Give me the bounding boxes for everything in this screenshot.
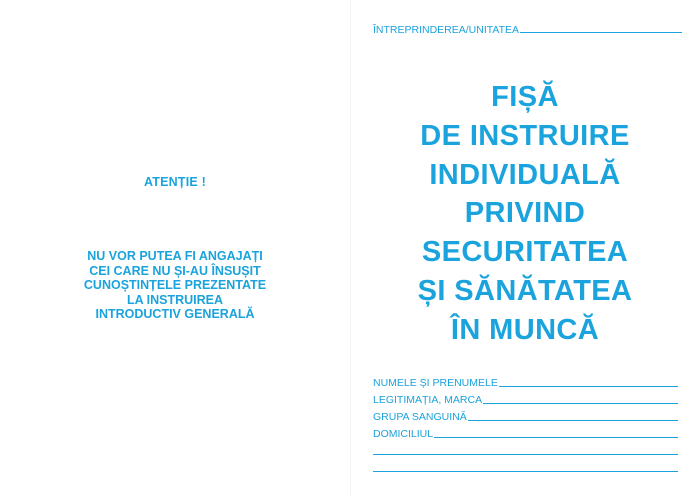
address-extra-line[interactable] (373, 440, 678, 457)
blood-group-field (373, 406, 678, 423)
warning-line: CEI CARE NU ȘI-AU ÎNSUȘIT (89, 263, 261, 278)
title-line: INDIVIDUALĂ (429, 158, 621, 191)
company-fill-line[interactable] (520, 23, 682, 33)
warning-line: NU VOR PUTEA FI ANGAJAȚI (87, 249, 263, 263)
address-field (373, 423, 678, 440)
title-line: FIȘĂ (491, 81, 559, 113)
title-line: ÎN MUNCĂ (450, 313, 600, 346)
address-label: DOMICILIUL (373, 428, 434, 440)
document-title (350, 78, 700, 350)
id-fill-line[interactable] (483, 394, 678, 404)
name-field (373, 372, 678, 389)
address-fill-line[interactable] (434, 428, 678, 438)
company-field (373, 23, 682, 36)
company-label: ÎNTREPRINDEREA/UNITATEA (373, 24, 520, 36)
warning-line: LA INSTRUIREA (126, 292, 224, 307)
name-label: NUMELE ȘI PRENUMELE (373, 377, 498, 389)
warning-text (0, 249, 350, 322)
warning-line: INTRODUCTIV GENERALĂ (95, 307, 255, 321)
id-label: LEGITIMAȚIA, MARCA (373, 394, 483, 406)
title-line: ȘI SĂNĂTATEA (417, 274, 633, 307)
blood-group-fill-line[interactable] (468, 411, 678, 421)
attention-heading: ATENȚIE ! (144, 175, 206, 189)
title-line: PRIVIND (464, 197, 586, 230)
blood-group-label: GRUPA SANGUINĂ (373, 411, 467, 423)
name-fill-line[interactable] (499, 377, 678, 387)
warning-line: CUNOȘTINȚELE PREZENTATE (83, 278, 267, 292)
title-line: DE INSTRUIRE (420, 119, 630, 152)
title-line: SECURITATEA (421, 236, 629, 269)
personal-info-form (373, 372, 678, 474)
id-field (373, 389, 678, 406)
address-extra-line[interactable] (373, 457, 678, 474)
